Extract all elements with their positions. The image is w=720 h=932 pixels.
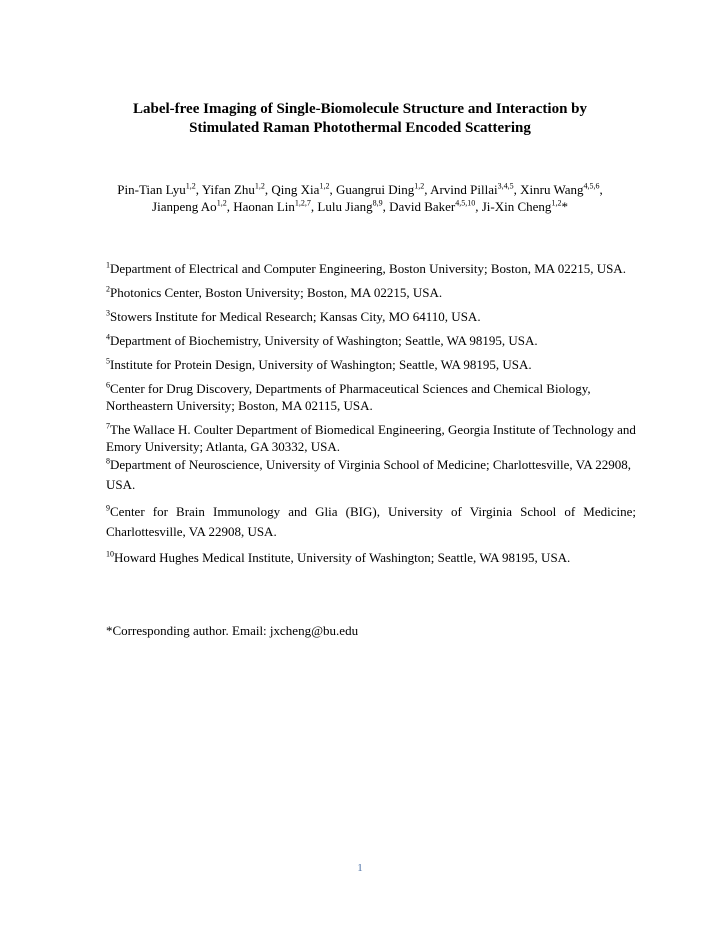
affiliation-item [106,549,636,566]
affiliation-number: 3 [106,308,110,318]
author-separator: , [310,199,318,214]
author-separator: * [561,199,568,214]
author-name: Xinru Wang [520,182,584,197]
author-name: Ji-Xin Cheng [481,199,552,214]
affiliation-text: Department of Electrical and Computer Engineering, Boston University; Boston, MA 02215, USA. [110,261,626,276]
affiliation-text: Institute for Protein Design, University of Washington; Seattle, WA 98195, USA. [110,357,532,372]
author-name: Jianpeng Ao [152,199,217,214]
affiliation-item [106,356,636,373]
author-name: Arvind Pillai [430,182,498,197]
affiliation-text: Department of Neuroscience, University of Virginia School of Medicine; Charlottesville, VA 22908, USA. [106,457,632,492]
author-name: Yifan Zhu [201,182,255,197]
page-number: 1 [357,862,363,874]
affiliation-item [106,455,636,495]
affiliation-text: The Wallace H. Coulter Department of Biomedical Engineering, Georgia Institute of Technology and Emory University; Atlanta, GA 30332, USA. [106,422,636,454]
author-separator: , [226,199,234,214]
author-line-1 [80,181,640,198]
title-line-2: Stimulated Raman Photothermal Encoded Scattering [189,120,531,136]
affiliation-number: 7 [106,421,110,431]
author-affiliation-mark: 1,2 [216,198,227,208]
paper-title [60,100,660,138]
affiliation-item [106,332,636,349]
affiliation-text: Stowers Institute for Medical Research; Kansas City, MO 64110, USA. [110,309,481,324]
affiliation-text: Photonics Center, Boston University; Boston, MA 02215, USA. [110,285,443,300]
author-name: David Baker [389,199,456,214]
affiliation-item [106,308,636,325]
affiliation-text: Center for Brain Immunology and Glia (BIG), University of Virginia School of Medicine; Charlottesville, VA 22908, USA. [106,504,636,539]
author-name: Guangrui Ding [335,182,415,197]
affiliation-item [106,502,636,542]
author-separator: , [329,182,336,197]
author-separator: , [195,182,202,197]
affiliation-number: 10 [106,549,114,559]
author-separator: , [513,182,521,197]
affiliation-number: 6 [106,380,110,390]
author-name: Lulu Jiang [317,199,373,214]
affiliation-text: Howard Hughes Medical Institute, University of Washington; Seattle, WA 98195, USA. [114,550,571,565]
author-list [80,181,640,215]
author-name: Haonan Lin [233,199,295,214]
affiliation-item [106,260,636,277]
author-separator: , [599,182,603,197]
affiliation-text: Department of Biochemistry, University of Washington; Seattle, WA 98195, USA. [110,333,538,348]
author-affiliation-mark: 1,2 [319,181,330,191]
author-affiliation-mark: 3,4,5 [497,181,514,191]
affiliation-number: 8 [106,456,110,466]
author-affiliation-mark: 1,2 [551,198,562,208]
affiliation-item [106,380,636,414]
author-affiliation-mark: 1,2 [414,181,425,191]
author-separator: , [264,182,272,197]
affiliation-item [106,421,636,455]
affiliation-number: 1 [106,260,110,270]
author-name: Pin-Tian Lyu [117,182,186,197]
author-line-2 [80,198,640,215]
title-line-1: Label-free Imaging of Single-Biomolecule Structure and Interaction by [133,101,587,117]
affiliation-text: Center for Drug Discovery, Departments of Pharmaceutical Sciences and Chemical Biology, Northeastern University; Boston, MA 02115, USA. [106,381,591,413]
affiliation-number: 5 [106,356,110,366]
corresponding-author-note: *Corresponding author. Email: jxcheng@bu.edu [106,623,359,638]
affiliation-number: 4 [106,332,110,342]
affiliation-item [106,284,636,301]
author-affiliation-mark: 1,2 [254,181,265,191]
author-affiliation-mark: 1,2 [185,181,196,191]
author-separator: , [424,182,431,197]
author-affiliation-mark: 4,5,6 [583,181,600,191]
author-affiliation-mark: 1,2,7 [294,198,311,208]
author-separator: , [382,199,390,214]
author-separator: , [475,199,482,214]
author-affiliation-mark: 4,5,10 [455,198,476,208]
affiliation-number: 2 [106,284,110,294]
affiliation-list [106,260,636,573]
author-name: Qing Xia [271,182,320,197]
author-affiliation-mark: 8,9 [372,198,383,208]
affiliation-number: 9 [106,503,110,513]
